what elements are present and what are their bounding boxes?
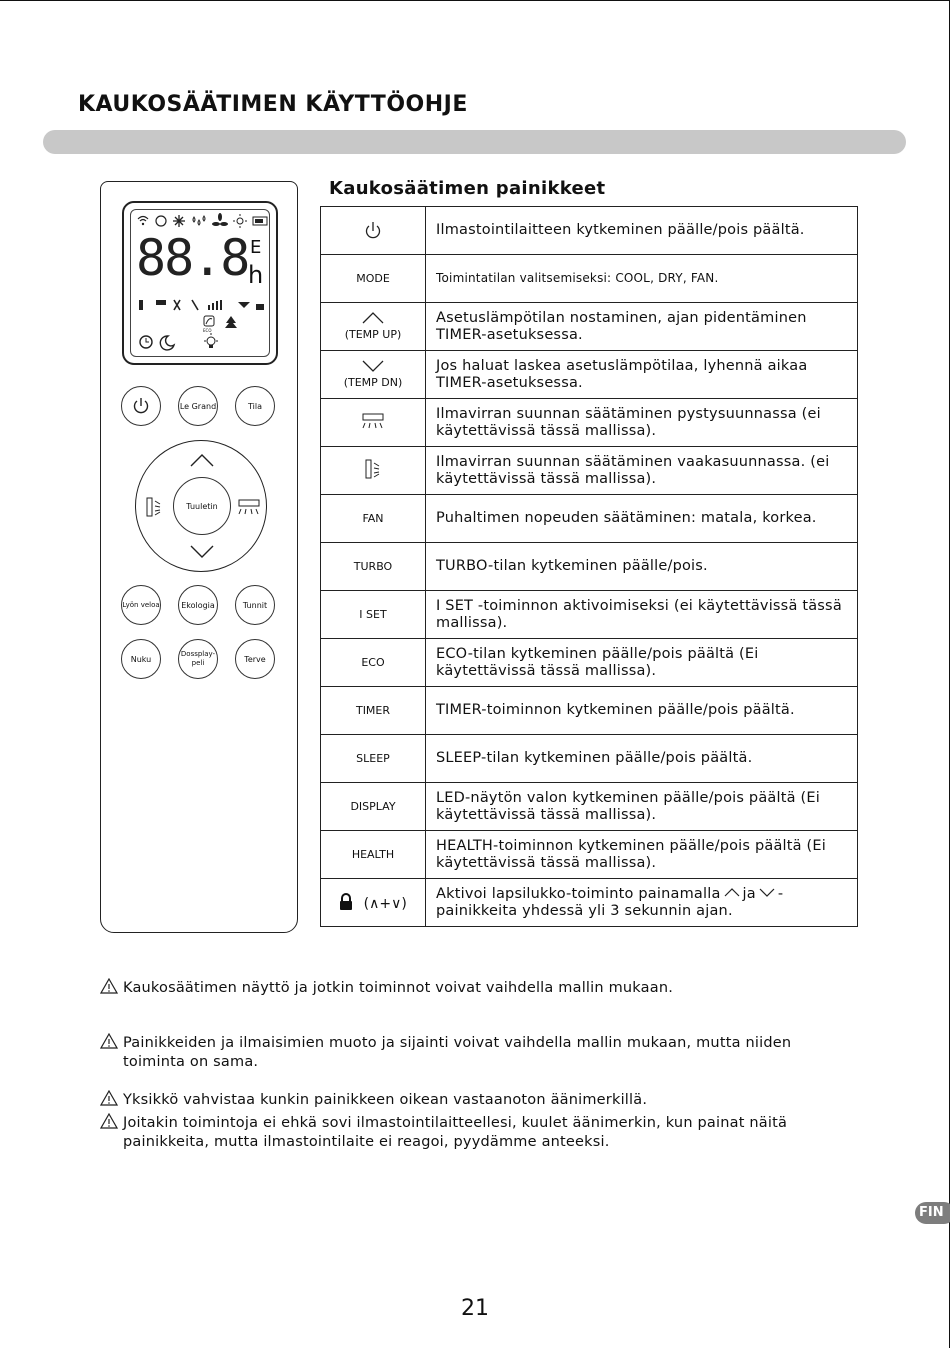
- lcd-digits: 88.8: [136, 229, 249, 287]
- remote-nav-ring: [135, 440, 267, 572]
- lcd-display: [122, 201, 278, 365]
- table-row: [321, 399, 858, 447]
- chevron-down-icon: [362, 360, 384, 372]
- note-4: Joitakin toimintoja ei ehkä sovi ilmastointilaitteellesi, kuulet äänimerkin, kun painat näitä painikkeita, mutta ilmastointilaite ei reagoi, pyydämme anteeksi.: [100, 1113, 820, 1152]
- table-row: [321, 207, 858, 255]
- title-divider-bar: [43, 130, 906, 154]
- table-row: [321, 735, 858, 783]
- row-description: Asetuslämpötilan nostaminen, ajan pidentäminen TIMER-asetuksessa.: [426, 303, 858, 351]
- lcd-unit-h: h: [248, 261, 264, 289]
- row-description: Aktivoi lapsilukko-toiminto painamalla: [436, 885, 721, 902]
- row-button-label: I SET: [321, 591, 426, 639]
- chevron-up-icon: [190, 453, 214, 467]
- row-description: HEALTH-toiminnon kytkeminen päälle/pois päältä (Ei käytettävissä tässä mallissa).: [426, 831, 858, 879]
- warning-icon: [100, 978, 118, 994]
- row-description-dash: -: [777, 885, 784, 902]
- bulb-icon: [202, 333, 220, 351]
- section-title: Kaukosäätimen painikkeet: [329, 178, 606, 199]
- row-button-sublabel: (TEMP UP): [344, 328, 402, 341]
- page-number: 21: [461, 1296, 489, 1321]
- remote-le-grand-button: Le Grand: [178, 386, 218, 426]
- note-3: Yksikkö vahvistaa kunkin painikkeen oikean vastaanoton äänimerkillä.: [100, 1090, 820, 1110]
- remote-dossplay-button: Dossplay-peli: [178, 639, 218, 679]
- lcd-unit-e: E: [250, 237, 262, 258]
- row-description: ECO-tilan kytkeminen päälle/pois päältä (Ei käytettävissä tässä mallissa).: [426, 639, 858, 687]
- horizontal-swing-icon: [365, 459, 381, 479]
- lcd-status-icons: [136, 213, 270, 229]
- lcd-eco-label: ECO: [203, 328, 212, 333]
- note-2: Painikkeiden ja ilmaisimien muoto ja sijainti voivat vaihdella mallin mukaan, mutta niiden toiminta on sama.: [100, 1033, 820, 1072]
- table-row: [321, 303, 858, 351]
- table-row: [321, 687, 858, 735]
- row-description: TURBO-tilan kytkeminen päälle/pois.: [426, 543, 858, 591]
- row-description: Ilmavirran suunnan säätäminen pystysuunnassa (ei käytettävissä tässä mallissa).: [426, 399, 858, 447]
- row-button-label: HEALTH: [321, 831, 426, 879]
- remote-tuuletin-button: Tuuletin: [173, 477, 231, 535]
- warning-icon: [100, 1090, 118, 1106]
- table-row: [321, 639, 858, 687]
- remote-terve-button: Terve: [235, 639, 275, 679]
- page-border-top: [0, 0, 949, 1]
- chevron-up-icon: [724, 888, 740, 897]
- table-row: [321, 495, 858, 543]
- row-button-label: TURBO: [321, 543, 426, 591]
- row-description: SLEEP-tilan kytkeminen päälle/pois päältä.: [426, 735, 858, 783]
- row-description: Puhaltimen nopeuden säätäminen: matala, korkea.: [426, 495, 858, 543]
- row-description: Ilmavirran suunnan säätäminen vaakasuunnassa. (ei käytettävissä tässä mallissa).: [426, 447, 858, 495]
- row-description: Jos haluat laskea asetuslämpötilaa, lyhennä aikaa TIMER-asetuksessa.: [426, 351, 858, 399]
- row-button-label: SLEEP: [321, 735, 426, 783]
- lock-icon: [339, 893, 353, 911]
- table-row: [321, 591, 858, 639]
- row-button-label: DISPLAY: [321, 783, 426, 831]
- table-row: [321, 879, 858, 927]
- tree-icon: [224, 315, 238, 331]
- remote-tunnit-button: Tunnit: [235, 585, 275, 625]
- row-description: I SET -toiminnon aktivoimiseksi (ei käytettävissä tässä mallissa).: [426, 591, 858, 639]
- chevron-down-icon: [190, 545, 214, 559]
- remote-lyon-veloa-button: Lyön veloa: [121, 585, 161, 625]
- row-description: TIMER-toiminnon kytkeminen päälle/pois päältä.: [426, 687, 858, 735]
- warning-icon: [100, 1113, 118, 1129]
- horizontal-swing-icon: [146, 497, 162, 517]
- lcd-indicator-row: [138, 298, 268, 312]
- power-icon: [364, 221, 382, 241]
- clock-moon-icons: [138, 333, 178, 351]
- table-row: [321, 351, 858, 399]
- row-description-cont: painikkeita yhdessä yli 3 sekunnin ajan.: [436, 902, 733, 919]
- chevron-down-icon: [759, 888, 775, 897]
- row-button-sublabel: (TEMP DN): [343, 376, 403, 389]
- remote-control-illustration: [100, 181, 298, 933]
- table-row: [321, 783, 858, 831]
- remote-nuku-button: Nuku: [121, 639, 161, 679]
- row-button-label: FAN: [321, 495, 426, 543]
- row-button-label: ECO: [321, 639, 426, 687]
- table-row: [321, 255, 858, 303]
- row-button-label: TIMER: [321, 687, 426, 735]
- table-row: [321, 831, 858, 879]
- note-1: Kaukosäätimen näyttö ja jotkin toiminnot voivat vaihdella mallin mukaan.: [100, 978, 820, 998]
- row-button-label: (∧+∨): [363, 896, 407, 912]
- table-row: [321, 447, 858, 495]
- leaf-icon: [202, 315, 216, 329]
- row-button-label: MODE: [321, 255, 426, 303]
- row-description: Toimintatilan valitsemiseksi: COOL, DRY, FAN.: [426, 255, 858, 303]
- vertical-swing-icon: [362, 413, 384, 429]
- row-description: Ilmastointilaitteen kytkeminen päälle/pois päältä.: [426, 207, 858, 255]
- row-description-mid: ja: [742, 885, 756, 902]
- power-icon: [132, 397, 150, 415]
- chevron-up-icon: [362, 312, 384, 324]
- remote-ekologia-button: Ekologia: [178, 585, 218, 625]
- remote-power-button: [121, 386, 161, 426]
- page-title: KAUKOSÄÄTIMEN KÄYTTÖOHJE: [78, 92, 468, 117]
- language-badge: FIN: [915, 1202, 950, 1224]
- button-description-table: [320, 206, 858, 927]
- row-description: LED-näytön valon kytkeminen päälle/pois päältä (Ei käytettävissä tässä mallissa).: [426, 783, 858, 831]
- warning-icon: [100, 1033, 118, 1049]
- table-row: [321, 543, 858, 591]
- vertical-swing-icon: [238, 499, 260, 515]
- remote-tila-button: Tila: [235, 386, 275, 426]
